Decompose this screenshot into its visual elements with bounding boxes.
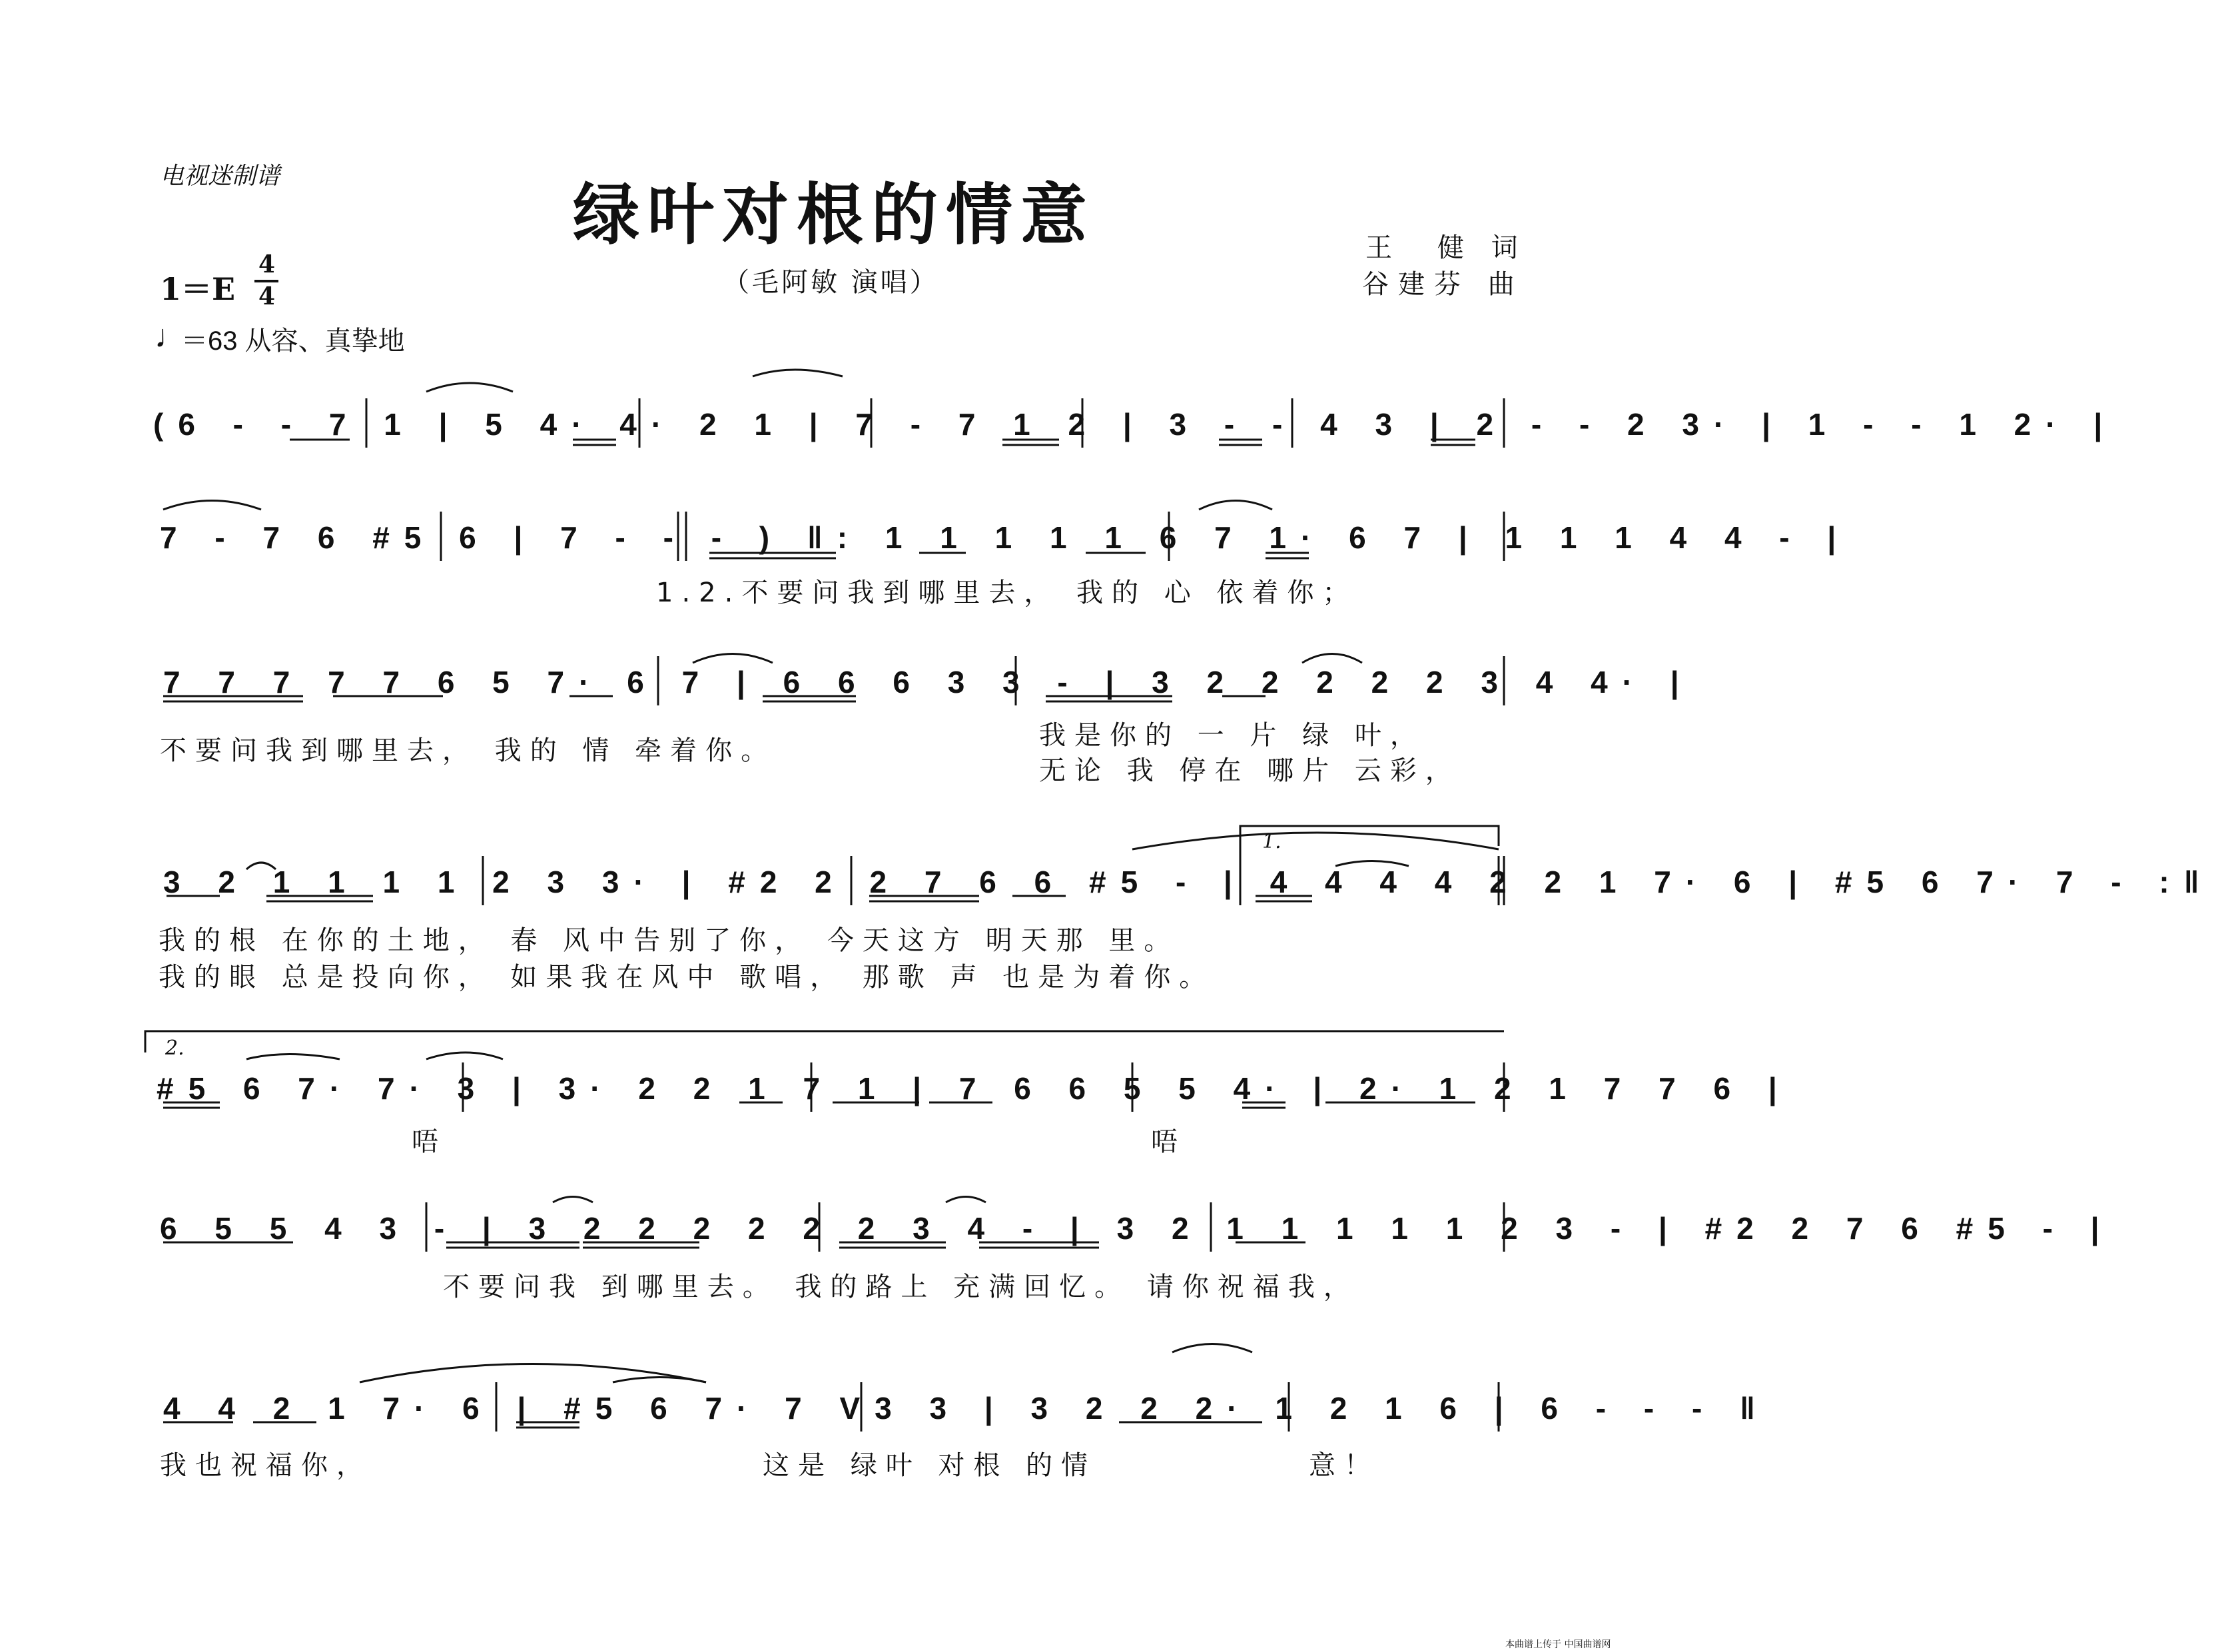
lyric-line-5b: 唔 [1151, 1126, 1186, 1157]
quarter-note-icon: ♩ [155, 319, 186, 354]
volta-1: 1. [1262, 830, 1282, 853]
time-signature-top: 4 [258, 250, 276, 278]
credit-text: 电视迷制谱 [160, 163, 280, 190]
composer-credit: 谷建芬 曲 [1362, 269, 1524, 300]
lyric-line-3a: 不要问我到哪里去， 我的 情 牵着你。 [160, 735, 777, 766]
singer-credit: （毛阿敏 演唱） [723, 267, 939, 298]
staff-system-3: 7 7 7 7 7 6 5 7· 6 7 | 6 6 6 3 3 - | 3 2 2 2 2 2 3 4 4· | [163, 665, 1694, 699]
time-signature-bottom: 4 [258, 282, 276, 310]
key-signature: 1＝E [160, 271, 236, 307]
footer-note: 本曲谱上传于 中国曲谱网 [1505, 1639, 1611, 1650]
lyric-line-3c: 无论 我 停在 哪片 云彩， [1039, 755, 1461, 786]
lyric-line-3b: 我是你的 一 片 绿 叶， [1039, 720, 1425, 751]
page-title: 绿叶对根的情意 [573, 175, 1095, 254]
tempo-marking: ＝63 从容、真挚地 [181, 326, 405, 356]
lyric-line-4b: 我的眼 总是投向你， 如果我在风中 歌唱， 那歌 声 也是为着你。 [159, 962, 1215, 993]
staff-system-6: 6 5 5 4 3 - | 3 2 2 2 2 2 2 3 4 - | 3 2 1 1 1 1 1 2 3 - | #2 2 7 6 #5 - | [160, 1211, 2114, 1246]
lyric-line-4a: 我的根 在你的土地， 春 风中告别了你， 今天这方 明天那 里。 [159, 925, 1180, 956]
staff-system-4: 3 2 1 1 1 1 2 3 3· | #2 2 2 7 6 6 #5 - | 4 4 4 4 2 2 1 7· 6 | #5 6 7· 7 - :‖ [163, 865, 2214, 899]
lyric-line-7b: 这是 绿叶 对根 的情 [763, 1450, 1097, 1481]
volta-2: 2. [165, 1036, 184, 1060]
lyric-line-7c: 意！ [1309, 1450, 1379, 1481]
staff-system-7: 4 4 2 1 7· 6 | #5 6 7· 7 V3 3 | 3 2 2 2· 1 2 1 6 | 6 - - - ‖ [163, 1391, 1770, 1426]
lyric-line-7a: 我也祝福你， [160, 1450, 372, 1481]
lyric-line-6: 不要问我 到哪里去。 我的路上 充满回忆。 请你祝福我， [443, 1272, 1359, 1302]
lyric-line-5a: 唔 [412, 1126, 447, 1157]
staff-system-2: 7 - 7 6 #5 6 | 7 - - - ) ‖: 1 1 1 1 1 6 7 1· 6 7 | 1 1 1 4 4 - | [160, 520, 1851, 555]
staff-system-5: #5 6 7· 7· 3 | 3· 2 2 1 7 1 | 7 6 6 5 5 4· | 2· 1 2 1 7 7 6 | [157, 1071, 1792, 1106]
lyric-line-2: 1.2.不要问我到哪里去， 我的 心 依着你； [656, 578, 1358, 608]
staff-system-1: (6 - - 7 1 | 5 4· 4· 2 1 | 7 - 7 1 2 | 3 - - 4 3 | 2 - - 2 3· | 1 - - 1 2· | [153, 407, 2117, 442]
lyricist-credit: 王 健 词 [1365, 232, 1527, 263]
